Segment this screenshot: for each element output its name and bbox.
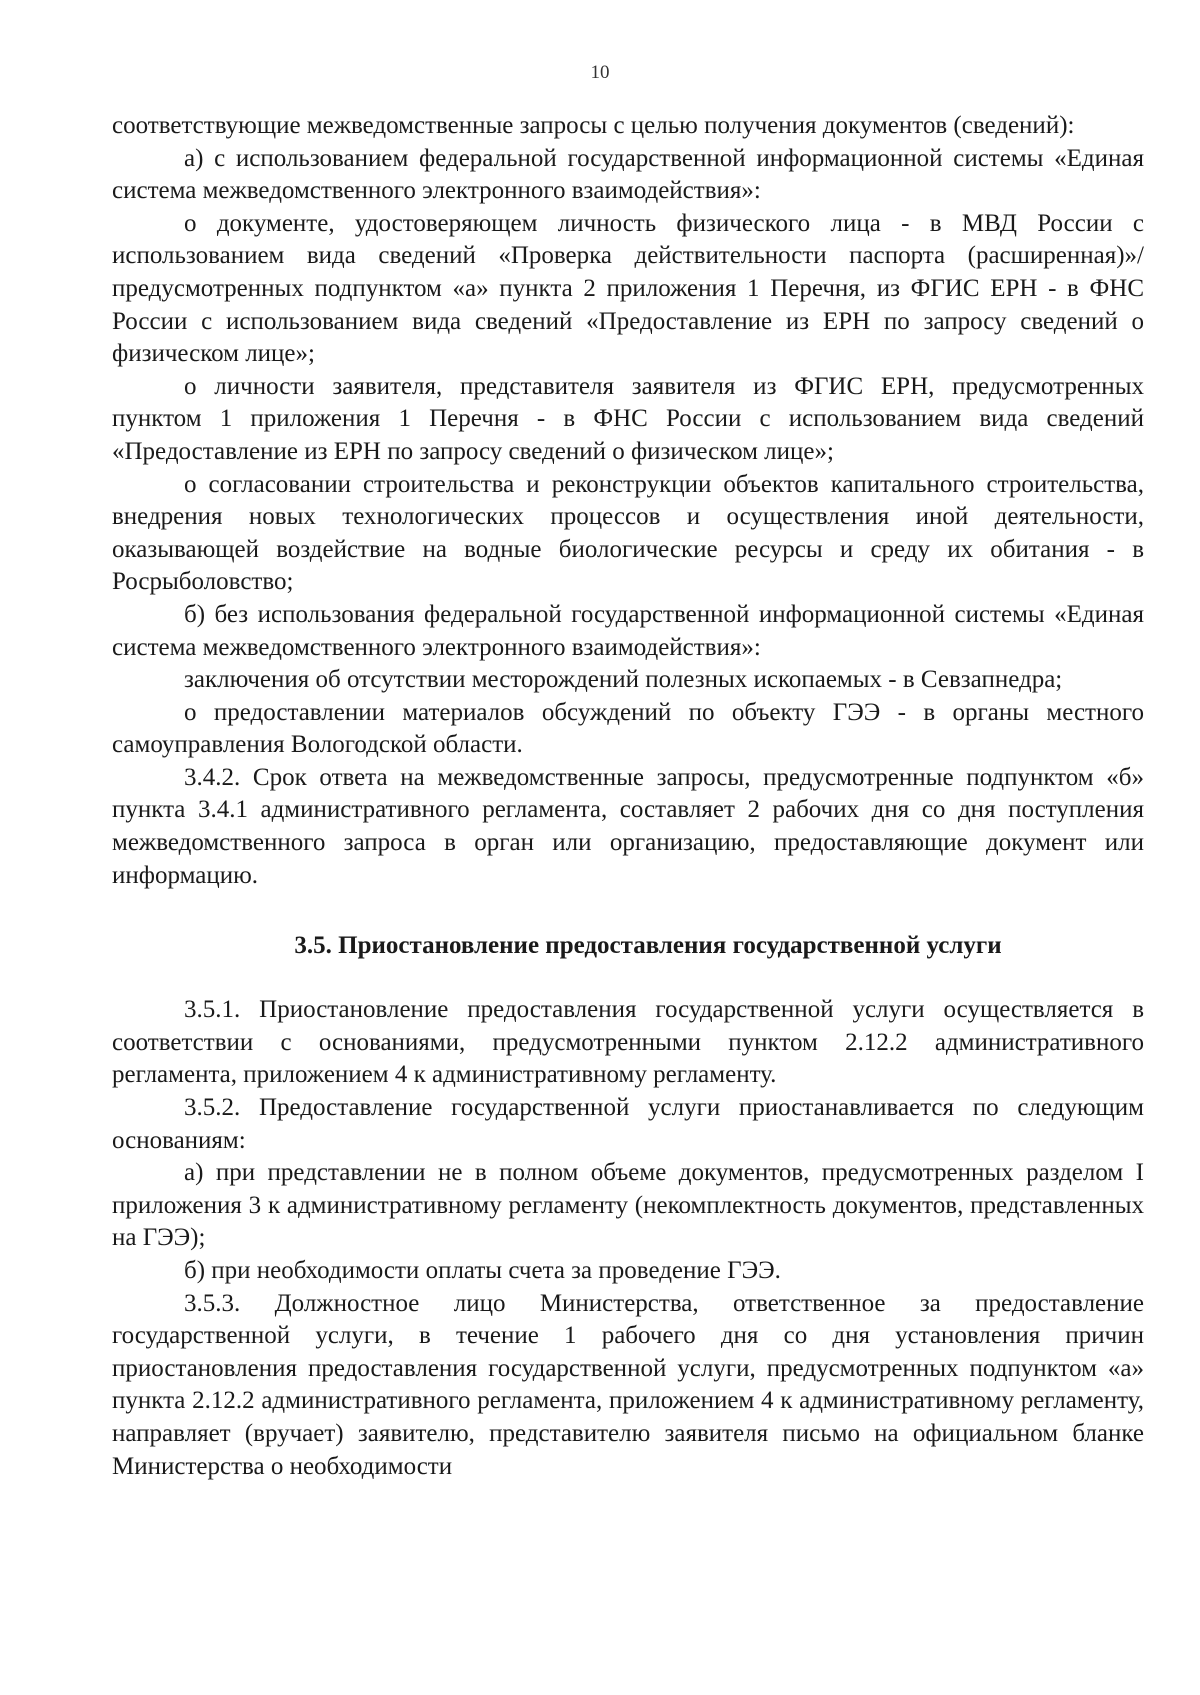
paragraph: б) без использования федеральной государственной информационной системы «Единая система межведомственного электронного взаимодействия»: — [112, 600, 1144, 661]
paragraph: 3.5.2. Предоставление государственной услуги приостанавливается по следующим основаниям: — [112, 1094, 1144, 1154]
paragraph: а) при представлении не в полном объеме документов, предусмотренных разделом I приложения 3 к административному регламенту (некомплектность документов, представленных на ГЭЭ); — [112, 1159, 1144, 1252]
paragraph: б) при необходимости оплаты счета за проведение ГЭЭ. — [184, 1257, 781, 1284]
paragraph: соответствующие межведомственные запросы с целью получения документов (сведений): — [112, 112, 1075, 139]
document-body — [112, 110, 1144, 1483]
paragraph: о документе, удостоверяющем личность физического лица - в МВД России с использованием вида сведений «Проверка действительности паспорта (расширенная)»/предусмотренных подпунктом «а» пункта 2 приложения 1 Перечня, из ФГИС ЕРН - в ФНС России с использованием вида сведений «Предоставление из ЕРН по запросу сведений о физическом лице»; — [112, 209, 1144, 368]
paragraph: о предоставлении материалов обсуждений по объекту ГЭЭ - в органы местного самоуправления Вологодской области. — [112, 698, 1144, 759]
page-number: 10 — [590, 62, 610, 83]
paragraph: а) с использованием федеральной государственной информационной системы «Единая система межведомственного электронного взаимодействия»: — [112, 144, 1144, 205]
paragraph: о согласовании строительства и реконструкции объектов капитального строительства, внедрения новых технологических процессов и осуществления иной деятельности, оказывающей воздействие на водные биологические ресурсы и среду их обитания - в Росрыболовство; — [112, 470, 1144, 596]
paragraph: о личности заявителя, представителя заявителя из ФГИС ЕРН, предусмотренных пунктом 1 приложения 1 Перечня - в ФНС России с использованием вида сведений «Предоставление из ЕРН по запросу сведений о физическом лице»; — [112, 372, 1144, 465]
paragraph: заключения об отсутствии месторождений полезных ископаемых - в Севзапнедра; — [184, 666, 1063, 694]
paragraph: 3.5.1. Приостановление предоставления государственной услуги осуществляется в соответствии с основаниями, предусмотренными пунктом 2.12.2 административного регламента, приложением 4 к административному регламенту. — [112, 996, 1144, 1089]
section-heading: 3.5. Приостановление предоставления государственной услуги — [294, 932, 1002, 960]
paragraph: 3.4.2. Срок ответа на межведомственные запросы, предусмотренные подпунктом «б» пункта 3.4.1 административного регламента, составляет 2 рабочих дня со дня поступления межведомственного запроса в орган или организацию, предоставляющие документ или информацию. — [112, 763, 1144, 889]
paragraph: 3.5.3. Должностное лицо Министерства, ответственное за предоставление государственной услуги, в течение 1 рабочего дня со дня установления причин приостановления предоставления государственной услуги, предусмотренных подпунктом «а» пункта 2.12.2 административного регламента, приложением 4 к административному регламенту, направляет (вручает) заявителю, представителю заявителя письмо на официальном бланке Министерства о необходимости — [112, 1289, 1144, 1480]
